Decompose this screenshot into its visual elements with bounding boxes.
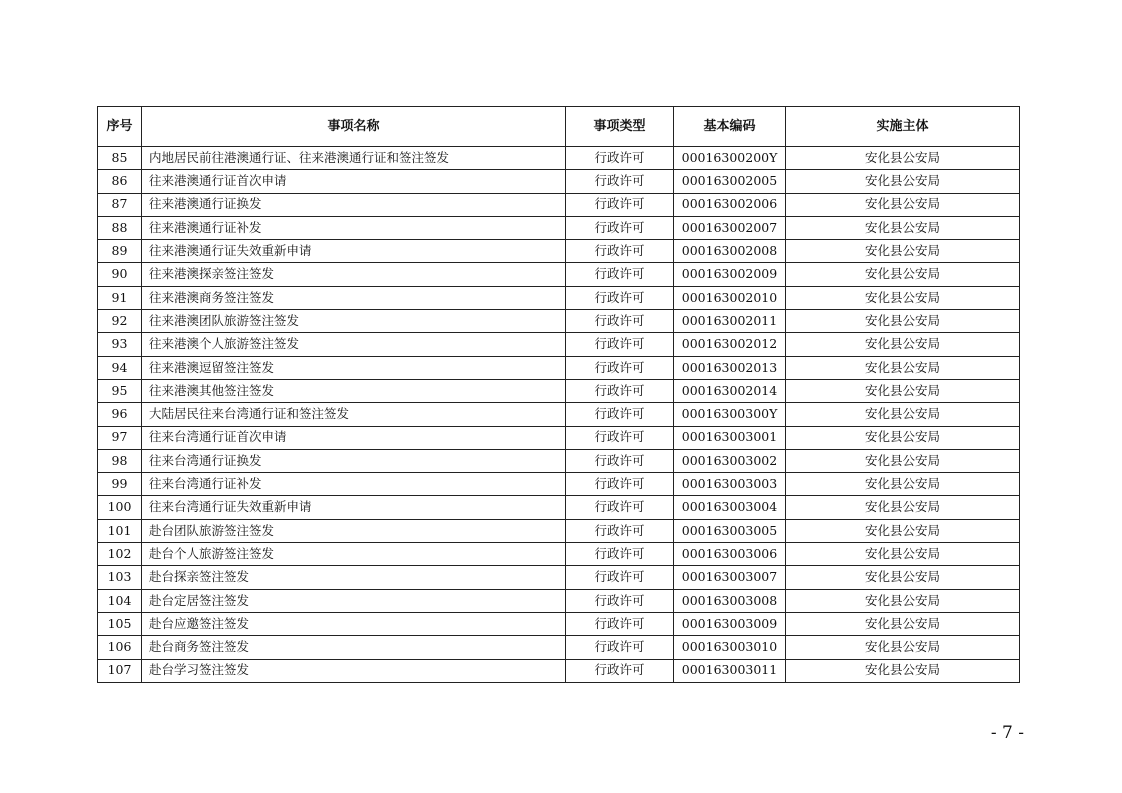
cell-serial-number: 90 (98, 263, 142, 286)
cell-item-name: 赴台个人旅游签注签发 (142, 543, 566, 566)
cell-implementing-body: 安化县公安局 (786, 449, 1020, 472)
table-row (98, 333, 1020, 356)
cell-basic-code: 000163003001 (674, 426, 786, 449)
cell-item-name: 往来港澳其他签注签发 (142, 379, 566, 402)
table-row (98, 659, 1020, 682)
cell-implementing-body: 安化县公安局 (786, 193, 1020, 216)
cell-basic-code: 000163003006 (674, 543, 786, 566)
header-basic-code: 基本编码 (674, 107, 786, 147)
cell-basic-code: 000163003010 (674, 636, 786, 659)
cell-serial-number: 85 (98, 147, 142, 170)
table-row (98, 403, 1020, 426)
cell-item-name: 往来港澳通行证换发 (142, 193, 566, 216)
cell-basic-code: 000163003005 (674, 519, 786, 542)
cell-item-type: 行政许可 (566, 216, 674, 239)
table-row (98, 612, 1020, 635)
cell-implementing-body: 安化县公安局 (786, 636, 1020, 659)
cell-item-name: 往来港澳通行证首次申请 (142, 170, 566, 193)
table-row (98, 496, 1020, 519)
cell-item-name: 往来台湾通行证首次申请 (142, 426, 566, 449)
cell-item-type: 行政许可 (566, 170, 674, 193)
table-row (98, 240, 1020, 263)
table-row (98, 636, 1020, 659)
cell-item-name: 赴台学习签注签发 (142, 659, 566, 682)
cell-item-type: 行政许可 (566, 333, 674, 356)
cell-item-type: 行政许可 (566, 659, 674, 682)
cell-implementing-body: 安化县公安局 (786, 612, 1020, 635)
cell-basic-code: 000163003004 (674, 496, 786, 519)
cell-implementing-body: 安化县公安局 (786, 566, 1020, 589)
cell-item-name: 往来港澳团队旅游签注签发 (142, 310, 566, 333)
table-row (98, 170, 1020, 193)
cell-item-type: 行政许可 (566, 263, 674, 286)
cell-item-type: 行政许可 (566, 379, 674, 402)
cell-item-name: 赴台团队旅游签注签发 (142, 519, 566, 542)
cell-implementing-body: 安化县公安局 (786, 519, 1020, 542)
cell-implementing-body: 安化县公安局 (786, 240, 1020, 263)
table-row (98, 543, 1020, 566)
cell-serial-number: 87 (98, 193, 142, 216)
cell-item-type: 行政许可 (566, 636, 674, 659)
cell-item-name: 往来港澳探亲签注签发 (142, 263, 566, 286)
cell-item-type: 行政许可 (566, 566, 674, 589)
cell-basic-code: 000163002009 (674, 263, 786, 286)
table-row (98, 263, 1020, 286)
cell-item-type: 行政许可 (566, 449, 674, 472)
cell-basic-code: 000163002014 (674, 379, 786, 402)
cell-item-type: 行政许可 (566, 310, 674, 333)
cell-item-name: 赴台商务签注签发 (142, 636, 566, 659)
cell-item-type: 行政许可 (566, 473, 674, 496)
cell-serial-number: 98 (98, 449, 142, 472)
cell-basic-code: 000163002006 (674, 193, 786, 216)
table-body (98, 147, 1020, 683)
cell-serial-number: 96 (98, 403, 142, 426)
cell-serial-number: 92 (98, 310, 142, 333)
cell-item-type: 行政许可 (566, 612, 674, 635)
cell-implementing-body: 安化县公安局 (786, 403, 1020, 426)
cell-serial-number: 93 (98, 333, 142, 356)
cell-serial-number: 101 (98, 519, 142, 542)
cell-item-type: 行政许可 (566, 147, 674, 170)
cell-implementing-body: 安化县公安局 (786, 379, 1020, 402)
cell-item-name: 往来台湾通行证换发 (142, 449, 566, 472)
table-row (98, 589, 1020, 612)
cell-serial-number: 86 (98, 170, 142, 193)
cell-item-type: 行政许可 (566, 496, 674, 519)
cell-item-type: 行政许可 (566, 356, 674, 379)
cell-item-type: 行政许可 (566, 403, 674, 426)
cell-basic-code: 000163003007 (674, 566, 786, 589)
cell-implementing-body: 安化县公安局 (786, 310, 1020, 333)
cell-item-type: 行政许可 (566, 589, 674, 612)
cell-item-type: 行政许可 (566, 519, 674, 542)
cell-serial-number: 106 (98, 636, 142, 659)
cell-implementing-body: 安化县公安局 (786, 473, 1020, 496)
cell-implementing-body: 安化县公安局 (786, 659, 1020, 682)
cell-basic-code: 000163003003 (674, 473, 786, 496)
table-row (98, 147, 1020, 170)
cell-implementing-body: 安化县公安局 (786, 356, 1020, 379)
table-row (98, 519, 1020, 542)
table-row (98, 286, 1020, 309)
cell-item-name: 往来港澳通行证失效重新申请 (142, 240, 566, 263)
cell-item-name: 往来台湾通行证补发 (142, 473, 566, 496)
table-row (98, 356, 1020, 379)
cell-basic-code: 000163003009 (674, 612, 786, 635)
cell-item-name: 内地居民前往港澳通行证、往来港澳通行证和签注签发 (142, 147, 566, 170)
table-row (98, 566, 1020, 589)
cell-serial-number: 97 (98, 426, 142, 449)
cell-basic-code: 000163003002 (674, 449, 786, 472)
cell-serial-number: 102 (98, 543, 142, 566)
cell-implementing-body: 安化县公安局 (786, 147, 1020, 170)
cell-item-name: 往来台湾通行证失效重新申请 (142, 496, 566, 519)
cell-basic-code: 000163002013 (674, 356, 786, 379)
cell-serial-number: 103 (98, 566, 142, 589)
header-item-name: 事项名称 (142, 107, 566, 147)
cell-serial-number: 104 (98, 589, 142, 612)
cell-serial-number: 105 (98, 612, 142, 635)
cell-item-type: 行政许可 (566, 193, 674, 216)
cell-implementing-body: 安化县公安局 (786, 286, 1020, 309)
cell-item-type: 行政许可 (566, 426, 674, 449)
cell-item-name: 赴台应邀签注签发 (142, 612, 566, 635)
cell-item-name: 大陆居民往来台湾通行证和签注签发 (142, 403, 566, 426)
cell-implementing-body: 安化县公安局 (786, 333, 1020, 356)
cell-serial-number: 95 (98, 379, 142, 402)
table-row (98, 310, 1020, 333)
cell-serial-number: 100 (98, 496, 142, 519)
cell-implementing-body: 安化县公安局 (786, 216, 1020, 239)
cell-item-name: 往来港澳逗留签注签发 (142, 356, 566, 379)
cell-item-type: 行政许可 (566, 543, 674, 566)
cell-implementing-body: 安化县公安局 (786, 426, 1020, 449)
cell-basic-code: 000163003008 (674, 589, 786, 612)
cell-item-name: 往来港澳个人旅游签注签发 (142, 333, 566, 356)
cell-basic-code: 000163003011 (674, 659, 786, 682)
cell-basic-code: 00016300300Y (674, 403, 786, 426)
cell-item-type: 行政许可 (566, 286, 674, 309)
table-row (98, 379, 1020, 402)
cell-serial-number: 107 (98, 659, 142, 682)
cell-implementing-body: 安化县公安局 (786, 496, 1020, 519)
service-catalog-table (97, 106, 1020, 683)
table-row (98, 216, 1020, 239)
header-serial-number: 序号 (98, 107, 142, 147)
cell-basic-code: 000163002005 (674, 170, 786, 193)
cell-item-name: 往来港澳通行证补发 (142, 216, 566, 239)
cell-implementing-body: 安化县公安局 (786, 263, 1020, 286)
cell-item-name: 赴台定居签注签发 (142, 589, 566, 612)
cell-serial-number: 94 (98, 356, 142, 379)
table-row (98, 193, 1020, 216)
table-row (98, 473, 1020, 496)
cell-basic-code: 00016300200Y (674, 147, 786, 170)
cell-implementing-body: 安化县公安局 (786, 589, 1020, 612)
cell-basic-code: 000163002008 (674, 240, 786, 263)
page-number: - 7 - (990, 723, 1024, 743)
header-item-type: 事项类型 (566, 107, 674, 147)
cell-basic-code: 000163002007 (674, 216, 786, 239)
cell-serial-number: 91 (98, 286, 142, 309)
cell-implementing-body: 安化县公安局 (786, 543, 1020, 566)
cell-serial-number: 89 (98, 240, 142, 263)
cell-item-name: 赴台探亲签注签发 (142, 566, 566, 589)
cell-implementing-body: 安化县公安局 (786, 170, 1020, 193)
table-row (98, 426, 1020, 449)
table-row (98, 449, 1020, 472)
cell-item-type: 行政许可 (566, 240, 674, 263)
header-implementing-body: 实施主体 (786, 107, 1020, 147)
cell-basic-code: 000163002010 (674, 286, 786, 309)
cell-basic-code: 000163002012 (674, 333, 786, 356)
table-header-row (98, 107, 1020, 147)
cell-serial-number: 88 (98, 216, 142, 239)
cell-serial-number: 99 (98, 473, 142, 496)
cell-item-name: 往来港澳商务签注签发 (142, 286, 566, 309)
cell-basic-code: 000163002011 (674, 310, 786, 333)
